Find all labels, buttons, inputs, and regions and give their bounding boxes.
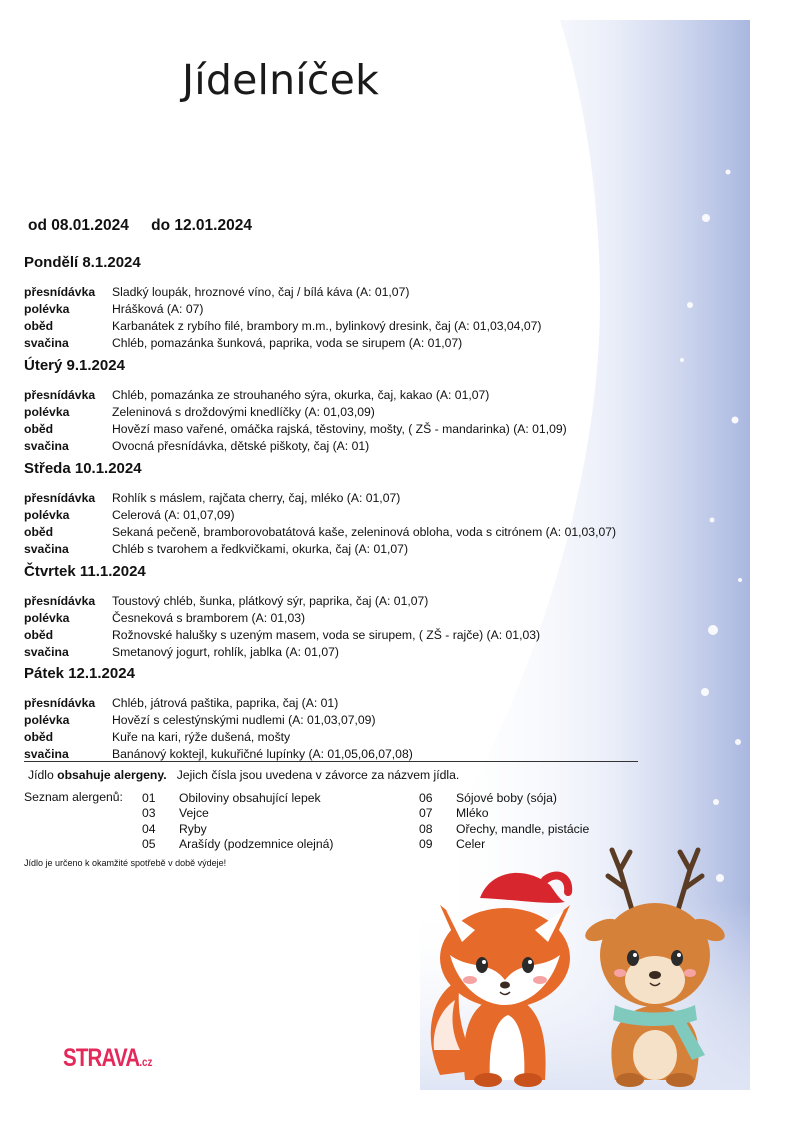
day-friday xyxy=(24,665,724,763)
day-title: Úterý 9.1.2024 xyxy=(24,357,125,374)
dish-text: Hovězí maso vařené, omáčka rajská, těstoviny, mošty, ( ZŠ - mandarinka) (A: 01,09) xyxy=(112,422,567,436)
allergen-code: 08 xyxy=(419,822,433,836)
menu-row xyxy=(24,627,724,644)
menu-row xyxy=(24,644,724,661)
meal-label: polévka xyxy=(24,611,70,625)
allergen-name: Mléko xyxy=(456,806,489,820)
footer-note: Jídlo je určeno k okamžité spotřebě v době výdeje! xyxy=(24,858,227,868)
menu-row xyxy=(24,593,724,610)
dish-text: Chléb, pomazánka šunková, paprika, voda se sirupem (A: 01,07) xyxy=(112,336,463,350)
allergen-name: Arašídy (podzemnice olejná) xyxy=(179,837,334,851)
allergen-item xyxy=(142,821,207,837)
dish-text: Chléb s tvarohem a ředkvičkami, okurka, čaj (A: 01,07) xyxy=(112,542,409,556)
dish-text: Česneková s bramborem (A: 01,03) xyxy=(112,611,306,625)
allergen-code: 03 xyxy=(142,806,156,820)
menu-row xyxy=(24,524,724,541)
divider xyxy=(24,761,638,762)
allergen-item xyxy=(142,790,321,806)
meal-label: oběd xyxy=(24,525,54,539)
allergen-item xyxy=(142,836,333,852)
meal-label: přesnídávka xyxy=(24,285,96,299)
allergen-note xyxy=(28,768,459,782)
menu-row xyxy=(24,610,724,627)
menu-row xyxy=(24,421,724,438)
menu-row xyxy=(24,387,724,404)
menu-row xyxy=(24,404,724,421)
date-from: od 08.01.2024 xyxy=(28,217,129,234)
dish-text: Rohlík s máslem, rajčata cherry, čaj, mléko (A: 01,07) xyxy=(112,491,401,505)
logo-main: STRAVA xyxy=(63,1044,140,1072)
meal-label: polévka xyxy=(24,713,70,727)
day-title: Pondělí 8.1.2024 xyxy=(24,254,141,271)
dish-text: Zeleninová s droždovými knedlíčky (A: 01,03,09) xyxy=(112,405,375,419)
menu-row xyxy=(24,712,724,729)
meal-label: svačina xyxy=(24,645,69,659)
dish-text: Smetanový jogurt, rohlík, jablka (A: 01,07) xyxy=(112,645,339,659)
day-monday xyxy=(24,254,724,352)
menu-row xyxy=(24,507,724,524)
day-title: Středa 10.1.2024 xyxy=(24,460,142,477)
dish-text: Sladký loupák, hroznové víno, čaj / bílá káva (A: 01,07) xyxy=(112,285,410,299)
date-range xyxy=(28,217,270,235)
day-title: Čtvrtek 11.1.2024 xyxy=(24,563,146,580)
allergen-name: Ořechy, mandle, pistácie xyxy=(456,822,590,836)
meal-label: oběd xyxy=(24,422,54,436)
meal-label: svačina xyxy=(24,542,69,556)
meal-label: oběd xyxy=(24,319,54,333)
day-title: Pátek 12.1.2024 xyxy=(24,665,135,682)
menu-row xyxy=(24,729,724,746)
meal-label: polévka xyxy=(24,405,70,419)
allergen-name: Celer xyxy=(456,837,486,851)
meal-label: přesnídávka xyxy=(24,491,96,505)
meal-label: oběd xyxy=(24,628,54,642)
allergen-note-rest: Jejich čísla jsou uvedena v závorce za názvem jídla. xyxy=(166,768,460,782)
dish-text: Rožnovské halušky s uzeným masem, voda se sirupem, ( ZŠ - rajče) (A: 01,03) xyxy=(112,628,541,642)
allergen-list-label: Seznam alergenů: xyxy=(24,790,123,804)
menu-row xyxy=(24,695,724,712)
allergen-item xyxy=(419,790,557,806)
meal-label: oběd xyxy=(24,730,54,744)
menu-row xyxy=(24,318,724,335)
dish-text: Celerová (A: 01,07,09) xyxy=(112,508,235,522)
dish-text: Ovocná přesnídávka, dětské piškoty, čaj (A: 01) xyxy=(112,439,370,453)
meal-label: přesnídávka xyxy=(24,388,96,402)
meal-label: polévka xyxy=(24,508,70,522)
menu-row xyxy=(24,541,724,558)
dish-text: Banánový koktejl, kukuřičné lupínky (A: 01,05,06,07,08) xyxy=(112,747,413,761)
menu-row xyxy=(24,490,724,507)
allergen-code: 04 xyxy=(142,822,156,836)
allergen-code: 07 xyxy=(419,806,433,820)
dish-text: Hovězí s celestýnskými nudlemi (A: 01,03,07,09) xyxy=(112,713,376,727)
day-tuesday xyxy=(24,357,724,455)
meal-label: svačina xyxy=(24,439,69,453)
dish-text: Toustový chléb, šunka, plátkový sýr, paprika, čaj (A: 01,07) xyxy=(112,594,429,608)
logo-suffix: .cz xyxy=(139,1055,153,1069)
reindeer-illustration xyxy=(582,850,728,1087)
menu-row xyxy=(24,301,724,318)
day-thursday xyxy=(24,563,724,661)
allergen-name: Vejce xyxy=(179,806,209,820)
allergen-name: Ryby xyxy=(179,822,207,836)
menu-row xyxy=(24,438,724,455)
date-to: do 12.01.2024 xyxy=(151,217,252,234)
dish-text: Hrášková (A: 07) xyxy=(112,302,204,316)
allergen-code: 06 xyxy=(419,791,433,805)
meal-label: polévka xyxy=(24,302,70,316)
allergen-name: Sójové boby (sója) xyxy=(456,791,557,805)
allergen-note-prefix: Jídlo xyxy=(28,768,58,782)
allergen-code: 01 xyxy=(142,791,156,805)
allergen-name: Obiloviny obsahující lepek xyxy=(179,791,321,805)
page-title: Jídelníček xyxy=(182,56,380,104)
menu-row xyxy=(24,284,724,301)
dish-text: Kuře na kari, rýže dušená, mošty xyxy=(112,730,291,744)
menu-row xyxy=(24,335,724,352)
dish-text: Karbanátek z rybího filé, brambory m.m., bylinkový dresink, čaj (A: 01,03,04,07) xyxy=(112,319,542,333)
day-wednesday xyxy=(24,460,724,558)
allergen-code: 09 xyxy=(419,837,433,851)
meal-label: přesnídávka xyxy=(24,696,96,710)
allergen-note-bold: obsahuje alergeny. xyxy=(57,768,167,782)
dish-text: Sekaná pečeně, bramborovobatátová kaše, zeleninová obloha, voda s citrónem (A: 01,03,07) xyxy=(112,525,617,539)
dish-text: Chléb, pomazánka ze strouhaného sýra, okurka, čaj, kakao (A: 01,07) xyxy=(112,388,490,402)
meal-label: přesnídávka xyxy=(24,594,96,608)
allergen-item xyxy=(419,805,489,821)
meal-label: svačina xyxy=(24,747,69,761)
dish-text: Chléb, játrová paštika, paprika, čaj (A: 01) xyxy=(112,696,339,710)
fox-and-reindeer-illustration xyxy=(420,830,750,1090)
strava-logo xyxy=(63,1044,152,1073)
fox-illustration xyxy=(431,873,570,1087)
meal-label: svačina xyxy=(24,336,69,350)
allergen-item xyxy=(142,805,209,821)
allergen-code: 05 xyxy=(142,837,156,851)
